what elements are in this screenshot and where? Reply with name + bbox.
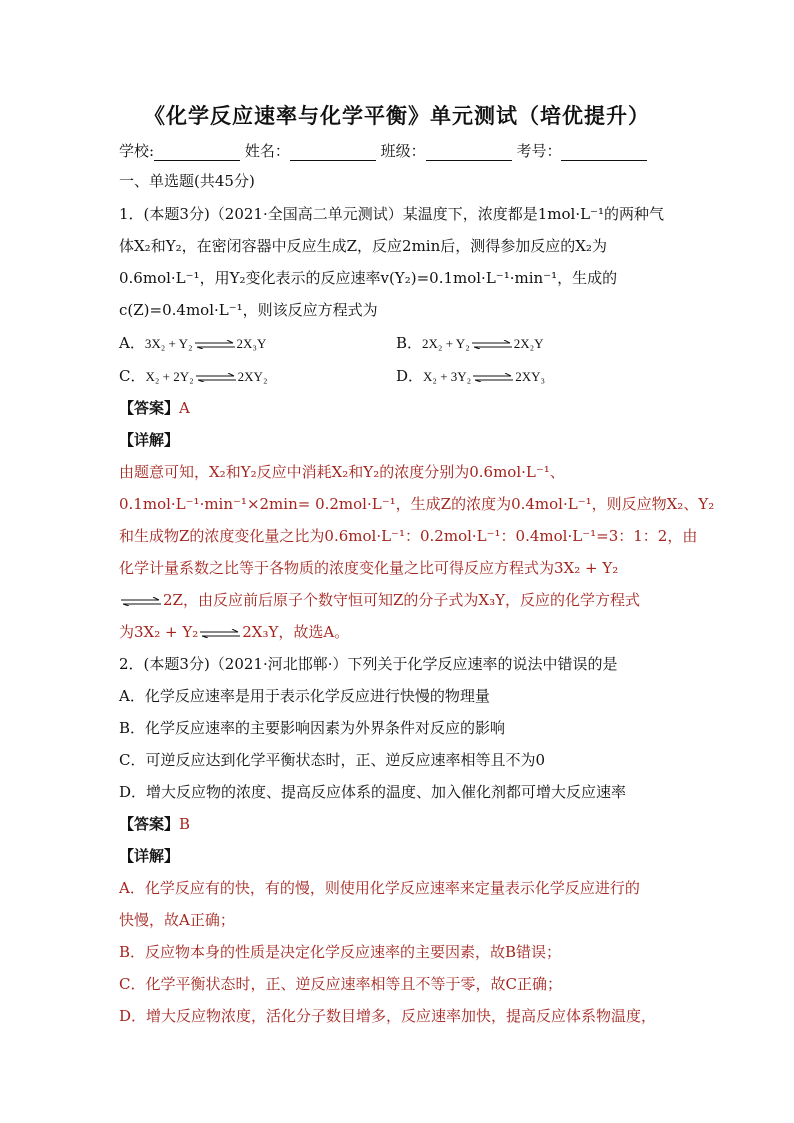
q1-stem-line-4: c(Z)=0.4mol·L⁻¹，则该反应方程式为 <box>119 301 378 319</box>
q1-detail-line-2: 0.1mol·L⁻¹·min⁻¹×2min= 0.2mol·L⁻¹，生成Z的浓度为0.4mol·L⁻¹，则反应物X₂、Y₂ <box>119 495 715 513</box>
q2-detail-b: B．反应物本身的性质是决定化学反应速率的主要因素，故B错误； <box>119 943 562 961</box>
q2-detail-a-line-2: 快慢，故A正确； <box>119 911 235 929</box>
answer-tag: 【答案】 <box>119 399 180 417</box>
detail-text: 为3X₂ + Y₂ <box>119 623 199 641</box>
equilibrium-arrow-icon <box>473 373 513 382</box>
equilibrium-arrow-icon <box>196 373 236 382</box>
q1-stem-line-3: 0.6mol·L⁻¹，用Y₂变化表示的反应速率v(Y₂)=0.1mol·L⁻¹·min⁻¹，生成的 <box>119 269 618 287</box>
q2-option-c[interactable]: C．可逆反应达到化学平衡状态时，正、逆反应速率相等且不为0 <box>119 751 546 769</box>
name-label: 姓名： <box>244 142 290 160</box>
class-label: 班级： <box>380 142 426 160</box>
detail-text: 2Z，由反应前后原子个数守恒可知Z的分子式为X₃Y，反应的化学方程式 <box>163 591 640 609</box>
q1-option-a[interactable] <box>119 333 266 354</box>
school-label: 学校: <box>119 142 155 160</box>
school-blank[interactable] <box>154 144 240 161</box>
q2-stem: 2．(本题3分)（2021·河北邯郸·）下列关于化学反应速率的说法中错误的是 <box>119 655 618 673</box>
q2-option-a[interactable]: A．化学反应速率是用于表示化学反应进行快慢的物理量 <box>119 687 490 705</box>
q2-detail-c: C．化学平衡状态时，正、逆反应速率相等且不等于零，故C正确； <box>119 975 562 993</box>
equilibrium-arrow-icon <box>121 597 161 606</box>
equation-products: 2XY₂ <box>237 369 268 384</box>
q1-option-b[interactable] <box>396 333 544 354</box>
equilibrium-arrow-icon <box>195 340 235 349</box>
equation-reactants: 3X₂ + Y₂ <box>144 336 193 351</box>
equation-products: 2XY₃ <box>515 369 546 384</box>
option-label: B． <box>396 334 423 352</box>
equation-products: 2X₂Y <box>513 336 544 351</box>
class-blank[interactable] <box>426 144 512 161</box>
answer-tag: 【答案】 <box>119 815 180 833</box>
option-label: D． <box>396 367 424 385</box>
equilibrium-arrow-icon <box>200 629 240 638</box>
q1-detail-line-1: 由题意可知，X₂和Y₂反应中消耗X₂和Y₂的浓度分别为0.6mol·L⁻¹、 <box>119 463 565 481</box>
q1-detail-line-5 <box>119 590 640 610</box>
exam-no-label: 考号： <box>516 142 562 160</box>
option-label: C． <box>119 367 146 385</box>
q1-answer <box>119 398 190 418</box>
answer-value: B <box>179 815 191 833</box>
equation-reactants: X₂ + 3Y₂ <box>423 369 472 384</box>
equilibrium-arrow-icon <box>472 340 512 349</box>
q2-detail-a-line-1: A．化学反应有的快，有的慢，则使用化学反应速率来定量表示化学反应进行的 <box>119 879 640 897</box>
equation-products: 2X₃Y <box>236 336 267 351</box>
q2-option-d[interactable]: D．增大反应物的浓度、提高反应体系的温度、加入催化剂都可增大反应速率 <box>119 783 627 801</box>
q2-detail-d: D．增大反应物浓度，活化分子数目增多，反应速率加快，提高反应体系物温度， <box>119 1007 657 1025</box>
name-blank[interactable] <box>290 144 376 161</box>
exam-no-blank[interactable] <box>561 144 647 161</box>
q1-option-c[interactable] <box>119 366 267 387</box>
q1-option-d[interactable] <box>396 366 545 387</box>
q1-detail-line-3: 和生成物Z的浓度变化量之比为0.6mol·L⁻¹：0.2mol·L⁻¹：0.4mol·L⁻¹=3：1：2，由 <box>119 527 698 545</box>
option-label: A． <box>119 334 145 352</box>
q1-stem-line-1: 1．(本题3分)（2021·全国高二单元测试）某温度下，浓度都是1mol·L⁻¹的两种气 <box>119 205 664 223</box>
q1-detail-tag: 【详解】 <box>119 431 180 449</box>
q2-option-b[interactable]: B．化学反应速率的主要影响因素为外界条件对反应的影响 <box>119 719 506 737</box>
equation-reactants: X₂ + 2Y₂ <box>145 369 194 384</box>
answer-value: A <box>179 399 190 417</box>
q2-answer <box>119 814 190 834</box>
page-title: 《化学反应速率与化学平衡》单元测试（培优提升） <box>144 104 650 128</box>
q1-stem-line-2: 体X₂和Y₂，在密闭容器中反应生成Z，反应2min后，测得参加反应的X₂为 <box>119 237 607 255</box>
student-info-line <box>119 141 647 161</box>
detail-text: 2X₃Y，故选A。 <box>242 623 350 641</box>
q1-detail-line-4: 化学计量系数之比等于各物质的浓度变化量之比可得反应方程式为3X₂ + Y₂ <box>119 559 619 577</box>
section-title: 一、单选题(共45分) <box>119 172 255 190</box>
q1-detail-line-6 <box>119 622 349 642</box>
equation-reactants: 2X₂ + Y₂ <box>422 336 470 351</box>
q2-detail-tag: 【详解】 <box>119 847 180 865</box>
